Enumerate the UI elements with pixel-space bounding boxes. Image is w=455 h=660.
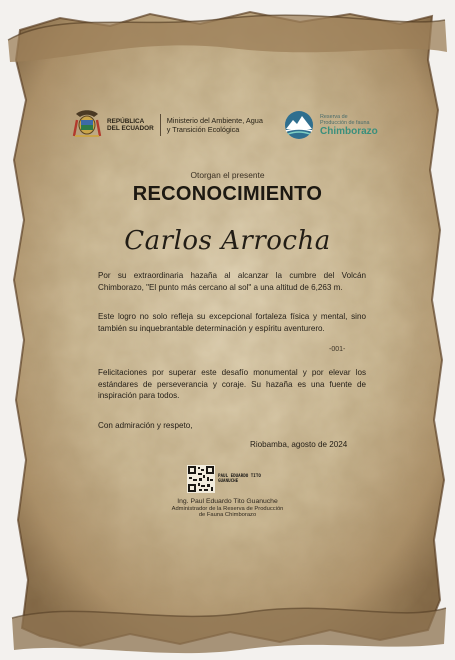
reserve-line1: Reserva de [320, 113, 348, 120]
qr-code-icon [187, 465, 215, 493]
place-date: Riobamba, agosto de 2024 [250, 440, 348, 449]
intro-text: Otorgan el presente [190, 170, 265, 180]
paragraph-congratulations: Felicitaciones por superar este desafío monumental y por elevar los estándares de perseverancia y coraje. Su hazaña es una fuente de inspiración para todos. [98, 368, 366, 401]
country-name: REPÚBLICA DEL ECUADOR [107, 117, 154, 132]
paragraph-achievement: Por su extraordinaria hazaña al alcanzar la cumbre del Volcán Chimborazo, "El punto más cercano al sol" a una altitud de 6,263 m. [98, 271, 366, 292]
signer-block [0, 498, 455, 519]
ecuador-coat-of-arms-icon [72, 108, 102, 142]
signer-role-line2: de Fauna Chimborazo [198, 512, 257, 519]
reserve-name: Chimborazo [320, 125, 378, 137]
recipient-name: Carlos Arrocha [124, 226, 331, 256]
reserve-line2: Producción de fauna [320, 119, 370, 126]
chimborazo-reserve-logo-icon [282, 110, 316, 140]
certificate-title: RECONOCIMIENTO [132, 183, 323, 205]
signer-role-line1: Administrador de la Reserva de Producción [171, 506, 284, 512]
header-divider [160, 114, 161, 136]
signer-name: Ing. Paul Eduardo Tito Guanuche [177, 498, 278, 505]
paragraph-strength: Este logro no solo refleja su excepcional fortaleza física y mental, sino también su inquebrantable determinación y espíritu aventurero. [98, 312, 366, 333]
ministry-name: Ministerio del Ambiente, Agua y Transición Ecológica [166, 116, 263, 134]
certificate-code: -001- [329, 346, 346, 353]
reserve-header [282, 110, 378, 140]
signature-stamp: PAUL EDUARDO TITO GUANUCHE [218, 473, 261, 483]
ecuador-header [72, 108, 263, 142]
closing-text: Con admiración y respeto, [98, 421, 193, 430]
reserve-name-block [320, 114, 378, 137]
